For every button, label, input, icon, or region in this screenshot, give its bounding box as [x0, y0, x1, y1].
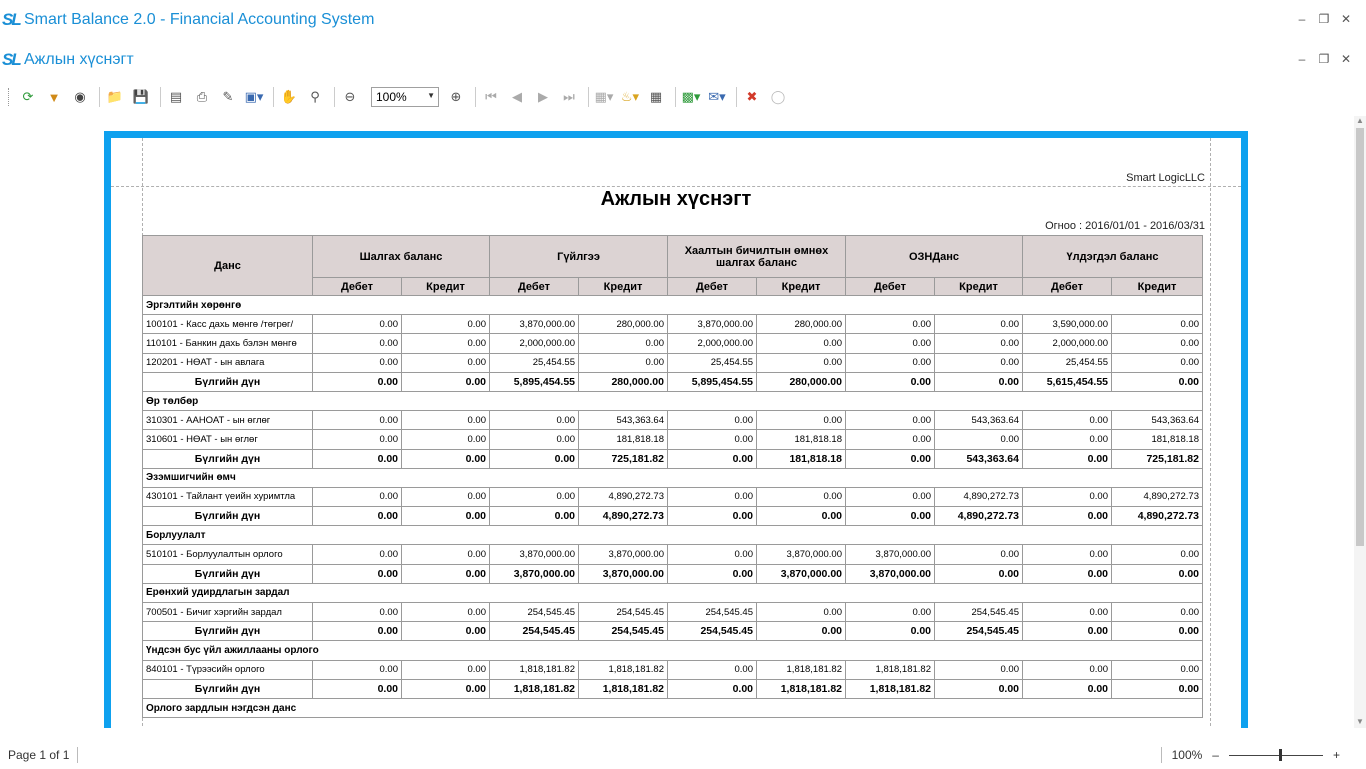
amount-cell: 0.00: [935, 430, 1023, 449]
doc-restore-icon[interactable]: ❐: [1318, 52, 1330, 66]
zoom-out-icon[interactable]: ⊖: [344, 89, 356, 104]
amount-cell: 0.00: [313, 353, 402, 372]
debit-header: Дебет: [1023, 278, 1112, 296]
amount-cell: 0.00: [313, 334, 402, 353]
total-amount-cell: 0.00: [757, 507, 846, 526]
total-amount-cell: 3,870,000.00: [846, 564, 935, 583]
total-amount-cell: 0.00: [846, 507, 935, 526]
credit-header: Кредит: [1112, 278, 1203, 296]
first-page-icon[interactable]: ⏮: [485, 89, 497, 104]
group-header: ОЗНДанс: [846, 236, 1023, 278]
credit-header: Кредит: [757, 278, 846, 296]
magnifier-icon[interactable]: ⚲: [310, 89, 320, 104]
refresh-icon[interactable]: ⟳: [22, 89, 34, 104]
total-amount-cell: 0.00: [313, 507, 402, 526]
save-icon[interactable]: 💾: [132, 89, 150, 104]
total-amount-cell: 5,895,454.55: [668, 372, 757, 391]
amount-cell: 0.00: [935, 334, 1023, 353]
amount-cell: 0.00: [846, 334, 935, 353]
previous-page-icon[interactable]: ◀: [512, 89, 522, 104]
credit-header: Кредит: [935, 278, 1023, 296]
total-amount-cell: 0.00: [402, 372, 490, 391]
export-icon[interactable]: ▩▾: [681, 89, 701, 104]
status-zoom-value: 100%: [1171, 748, 1203, 762]
group-name: Борлуулалт: [143, 526, 1203, 545]
open-folder-icon[interactable]: 📁: [106, 89, 124, 104]
group-name: Эзэмшигчийн өмч: [143, 468, 1203, 487]
amount-cell: 0.00: [402, 334, 490, 353]
total-amount-cell: 3,870,000.00: [579, 564, 668, 583]
total-amount-cell: 280,000.00: [579, 372, 668, 391]
amount-cell: 1,818,181.82: [490, 660, 579, 679]
table-row: [143, 660, 1203, 679]
report-period: Огноо : 2016/01/01 - 2016/03/31: [1045, 220, 1205, 232]
amount-cell: 0.00: [402, 411, 490, 430]
total-amount-cell: 0.00: [313, 679, 402, 698]
toolbar-separator: [273, 87, 274, 107]
amount-cell: 254,545.45: [490, 603, 579, 622]
watermark-icon[interactable]: ▦: [649, 89, 663, 104]
amount-cell: 0.00: [1112, 545, 1203, 564]
zoom-slider[interactable]: [1229, 748, 1323, 762]
amount-cell: 280,000.00: [579, 315, 668, 334]
close-icon[interactable]: ✕: [1340, 12, 1352, 26]
total-amount-cell: 4,890,272.73: [935, 507, 1023, 526]
print-icon[interactable]: ⎙: [196, 89, 208, 104]
status-separator: [1161, 747, 1162, 763]
amount-cell: 1,818,181.82: [846, 660, 935, 679]
group-header: Хаалтын бичилтын өмнөх шалгах баланс: [668, 236, 846, 278]
debit-header: Дебет: [846, 278, 935, 296]
amount-cell: 0.00: [1023, 411, 1112, 430]
group-row: [143, 698, 1203, 717]
amount-cell: 0.00: [402, 430, 490, 449]
amount-cell: 25,454.55: [668, 353, 757, 372]
amount-cell: 0.00: [757, 334, 846, 353]
amount-cell: 280,000.00: [757, 315, 846, 334]
doc-minimize-icon[interactable]: –: [1298, 52, 1306, 66]
toolbar-separator: [736, 87, 737, 107]
credit-header: Кредит: [402, 278, 490, 296]
account-cell: 510101 - Борлуулалтын орлого: [143, 545, 313, 564]
horizontal-scrollbar[interactable]: [0, 728, 1354, 740]
table-row: [143, 430, 1203, 449]
group-name: Өр төлбөр: [143, 391, 1203, 410]
scroll-down-icon[interactable]: ▼: [1356, 717, 1364, 726]
amount-cell: 25,454.55: [1023, 353, 1112, 372]
amount-cell: 3,590,000.00: [1023, 315, 1112, 334]
total-amount-cell: 0.00: [1112, 679, 1203, 698]
amount-cell: 181,818.18: [757, 430, 846, 449]
next-page-icon[interactable]: ▶: [538, 89, 548, 104]
margin-guide: [111, 186, 1241, 187]
total-amount-cell: 254,545.45: [490, 622, 579, 641]
report-page: [111, 138, 1241, 728]
total-amount-cell: 0.00: [402, 449, 490, 468]
total-amount-cell: 0.00: [1023, 564, 1112, 583]
send-email-icon[interactable]: ✉▾: [708, 89, 726, 104]
amount-cell: 254,545.45: [579, 603, 668, 622]
group-row: [143, 468, 1203, 487]
total-amount-cell: 0.00: [313, 564, 402, 583]
amount-cell: 0.00: [402, 660, 490, 679]
total-amount-cell: 0.00: [402, 622, 490, 641]
status-zoom-area: [1153, 741, 1340, 769]
toolbar-separator: [99, 87, 100, 107]
toolbar-separator: [588, 87, 589, 107]
total-amount-cell: 543,363.64: [935, 449, 1023, 468]
company-name: Smart LogicLLC: [1126, 172, 1205, 184]
amount-cell: 0.00: [846, 603, 935, 622]
total-row: [143, 507, 1203, 526]
amount-cell: 0.00: [1023, 660, 1112, 679]
report-page-frame: [104, 131, 1248, 728]
total-amount-cell: 725,181.82: [1112, 449, 1203, 468]
total-label: Бүлгийн дүн: [143, 449, 313, 468]
group-row: [143, 391, 1203, 410]
total-amount-cell: 0.00: [935, 372, 1023, 391]
total-label: Бүлгийн дүн: [143, 564, 313, 583]
amount-cell: 3,870,000.00: [490, 315, 579, 334]
report-toolbar: [0, 84, 1366, 110]
total-amount-cell: 0.00: [1112, 372, 1203, 391]
amount-cell: 0.00: [313, 603, 402, 622]
toolbar-separator: [334, 87, 335, 107]
total-amount-cell: 4,890,272.73: [1112, 507, 1203, 526]
amount-cell: 0.00: [935, 353, 1023, 372]
total-amount-cell: 3,870,000.00: [757, 564, 846, 583]
amount-cell: 0.00: [313, 411, 402, 430]
account-cell: 700501 - Бичиг хэргийн зардал: [143, 603, 313, 622]
amount-cell: 543,363.64: [579, 411, 668, 430]
amount-cell: 254,545.45: [935, 603, 1023, 622]
amount-cell: 0.00: [757, 487, 846, 506]
amount-cell: 3,870,000.00: [846, 545, 935, 564]
amount-cell: 0.00: [668, 545, 757, 564]
amount-cell: 25,454.55: [490, 353, 579, 372]
close-preview-icon[interactable]: ✖: [746, 89, 758, 104]
amount-cell: 0.00: [757, 353, 846, 372]
document-logo-icon: SL: [2, 50, 20, 69]
amount-cell: 1,818,181.82: [757, 660, 846, 679]
amount-cell: 0.00: [313, 545, 402, 564]
total-amount-cell: 0.00: [313, 622, 402, 641]
total-amount-cell: 0.00: [757, 622, 846, 641]
status-bar: [0, 740, 1366, 768]
amount-cell: 0.00: [846, 430, 935, 449]
vertical-scrollbar[interactable]: [1354, 116, 1366, 728]
table-row: [143, 411, 1203, 430]
toolbar-separator: [675, 87, 676, 107]
report-title: Ажлын хүснэгт: [600, 188, 752, 210]
total-amount-cell: 1,818,181.82: [846, 679, 935, 698]
total-amount-cell: 0.00: [1023, 449, 1112, 468]
total-amount-cell: 254,545.45: [935, 622, 1023, 641]
background-color-icon[interactable]: ♨▾: [620, 89, 640, 104]
group-header: Гүйлгээ: [490, 236, 668, 278]
amount-cell: 0.00: [402, 603, 490, 622]
report-viewport[interactable]: [0, 116, 1354, 728]
amount-cell: 0.00: [757, 603, 846, 622]
amount-cell: 254,545.45: [668, 603, 757, 622]
amount-cell: 2,000,000.00: [490, 334, 579, 353]
app-title: Smart Balance 2.0 - Financial Accounting System: [24, 11, 375, 28]
total-amount-cell: 0.00: [1023, 622, 1112, 641]
filter-icon[interactable]: ▼: [47, 89, 61, 105]
account-cell: 120201 - НӨАТ - ын авлага: [143, 353, 313, 372]
total-amount-cell: 0.00: [313, 372, 402, 391]
total-amount-cell: 3,870,000.00: [490, 564, 579, 583]
total-amount-cell: 0.00: [1023, 507, 1112, 526]
account-cell: 430101 - Тайлант үеийн хуримтла: [143, 487, 313, 506]
group-header: Шалгах баланс: [313, 236, 490, 278]
restore-icon[interactable]: ❐: [1318, 12, 1330, 26]
amount-cell: 543,363.64: [1112, 411, 1203, 430]
total-label: Бүлгийн дүн: [143, 622, 313, 641]
amount-cell: 181,818.18: [1112, 430, 1203, 449]
account-header: Данс: [143, 236, 313, 296]
account-cell: 840101 - Түрээсийн орлого: [143, 660, 313, 679]
amount-cell: 0.00: [1112, 334, 1203, 353]
amount-cell: 0.00: [1112, 353, 1203, 372]
hand-tool-icon[interactable]: ✋: [280, 89, 298, 104]
total-amount-cell: 1,818,181.82: [757, 679, 846, 698]
total-amount-cell: 1,818,181.82: [490, 679, 579, 698]
amount-cell: 0.00: [313, 660, 402, 679]
amount-cell: 1,818,181.82: [579, 660, 668, 679]
last-page-icon[interactable]: ⏭: [563, 89, 575, 104]
amount-cell: 0.00: [1112, 315, 1203, 334]
debit-header: Дебет: [313, 278, 402, 296]
total-row: [143, 622, 1203, 641]
zoom-select[interactable]: [371, 87, 439, 107]
total-amount-cell: 0.00: [1112, 622, 1203, 641]
credit-header: Кредит: [579, 278, 668, 296]
total-amount-cell: 0.00: [490, 507, 579, 526]
amount-cell: 0.00: [490, 411, 579, 430]
amount-cell: 3,870,000.00: [490, 545, 579, 564]
total-amount-cell: 4,890,272.73: [579, 507, 668, 526]
amount-cell: 0.00: [668, 430, 757, 449]
amount-cell: 0.00: [490, 487, 579, 506]
total-amount-cell: 0.00: [846, 622, 935, 641]
total-row: [143, 449, 1203, 468]
total-row: [143, 372, 1203, 391]
debit-header: Дебет: [490, 278, 579, 296]
account-cell: 310601 - НӨАТ - ын өглөг: [143, 430, 313, 449]
total-amount-cell: 0.00: [402, 507, 490, 526]
total-amount-cell: 1,818,181.82: [579, 679, 668, 698]
total-amount-cell: 0.00: [668, 564, 757, 583]
account-cell: 100101 - Касс дахь мөнгө /төгрөг/: [143, 315, 313, 334]
group-name: Орлого зардлын нэгдсэн данс: [143, 698, 1203, 717]
document-window-controls: [1296, 52, 1352, 66]
amount-cell: 0.00: [490, 430, 579, 449]
total-label: Бүлгийн дүн: [143, 507, 313, 526]
amount-cell: 0.00: [846, 353, 935, 372]
total-amount-cell: 0.00: [935, 564, 1023, 583]
group-name: Ерөнхий удирдлагын зардал: [143, 583, 1203, 602]
print-setup-icon[interactable]: ▤: [169, 89, 183, 104]
zoom-slider-knob[interactable]: [1279, 749, 1282, 761]
amount-cell: 0.00: [402, 487, 490, 506]
amount-cell: 0.00: [757, 411, 846, 430]
total-label: Бүлгийн дүн: [143, 372, 313, 391]
amount-cell: 0.00: [1023, 603, 1112, 622]
total-amount-cell: 280,000.00: [757, 372, 846, 391]
zoom-slider-track: [1229, 755, 1323, 756]
app-logo-icon: SL: [2, 10, 20, 29]
table-row: [143, 353, 1203, 372]
amount-cell: 3,870,000.00: [579, 545, 668, 564]
account-cell: 310301 - ААНОАТ - ын өглөг: [143, 411, 313, 430]
amount-cell: 4,890,272.73: [935, 487, 1023, 506]
group-row: [143, 296, 1203, 315]
total-amount-cell: 0.00: [846, 449, 935, 468]
amount-cell: 0.00: [1112, 660, 1203, 679]
amount-cell: 0.00: [935, 315, 1023, 334]
app-title-bar: [0, 0, 1366, 40]
amount-cell: 2,000,000.00: [1023, 334, 1112, 353]
table-row: [143, 315, 1203, 334]
amount-cell: 0.00: [402, 545, 490, 564]
zoom-in-small-icon[interactable]: +: [1332, 748, 1340, 762]
group-header: Үлдэгдэл баланс: [1023, 236, 1203, 278]
amount-cell: 0.00: [313, 430, 402, 449]
group-row: [143, 526, 1203, 545]
total-amount-cell: 0.00: [846, 372, 935, 391]
group-row: [143, 641, 1203, 660]
scroll-up-icon[interactable]: ▲: [1356, 116, 1364, 125]
worksheet-table: [142, 235, 1203, 718]
total-amount-cell: 0.00: [935, 679, 1023, 698]
amount-cell: 0.00: [846, 315, 935, 334]
zoom-out-small-icon[interactable]: –: [1212, 748, 1219, 762]
total-amount-cell: 181,818.18: [757, 449, 846, 468]
total-row: [143, 564, 1203, 583]
amount-cell: 0.00: [402, 315, 490, 334]
page-layout-icon[interactable]: ▣▾: [244, 89, 264, 104]
amount-cell: 4,890,272.73: [1112, 487, 1203, 506]
toolbar-grip[interactable]: [8, 88, 11, 106]
amount-cell: 0.00: [313, 487, 402, 506]
amount-cell: 0.00: [846, 487, 935, 506]
amount-cell: 0.00: [935, 545, 1023, 564]
account-cell: 110101 - Банкин дахь бэлэн мөнгө: [143, 334, 313, 353]
total-amount-cell: 0.00: [668, 449, 757, 468]
app-window-controls: [1296, 12, 1352, 26]
page-indicator: Page 1 of 1: [8, 747, 70, 762]
amount-cell: 0.00: [668, 487, 757, 506]
total-amount-cell: 5,895,454.55: [490, 372, 579, 391]
amount-cell: 3,870,000.00: [668, 315, 757, 334]
amount-cell: 0.00: [846, 411, 935, 430]
total-label: Бүлгийн дүн: [143, 679, 313, 698]
amount-cell: 181,818.18: [579, 430, 668, 449]
amount-cell: 0.00: [1023, 487, 1112, 506]
total-amount-cell: 254,545.45: [579, 622, 668, 641]
total-amount-cell: 0.00: [490, 449, 579, 468]
minimize-icon[interactable]: –: [1298, 12, 1306, 26]
total-amount-cell: 0.00: [402, 564, 490, 583]
amount-cell: 0.00: [579, 334, 668, 353]
total-amount-cell: 0.00: [1023, 679, 1112, 698]
group-name: Эргэлтийн хөрөнгө: [143, 296, 1203, 315]
debit-header: Дебет: [668, 278, 757, 296]
toolbar-separator: [475, 87, 476, 107]
doc-close-icon[interactable]: ✕: [1340, 52, 1352, 66]
total-amount-cell: 254,545.45: [668, 622, 757, 641]
amount-cell: 4,890,272.73: [579, 487, 668, 506]
quick-print-icon[interactable]: ✎: [222, 89, 234, 104]
total-amount-cell: 0.00: [668, 679, 757, 698]
table-row: [143, 487, 1203, 506]
total-amount-cell: 0.00: [1112, 564, 1203, 583]
amount-cell: 0.00: [935, 660, 1023, 679]
amount-cell: 0.00: [313, 315, 402, 334]
amount-cell: 0.00: [579, 353, 668, 372]
amount-cell: 0.00: [668, 411, 757, 430]
amount-cell: 0.00: [668, 660, 757, 679]
toolbar-separator: [160, 87, 161, 107]
total-amount-cell: 0.00: [668, 507, 757, 526]
group-row: [143, 583, 1203, 602]
amount-cell: 0.00: [1023, 430, 1112, 449]
total-amount-cell: 725,181.82: [579, 449, 668, 468]
amount-cell: 0.00: [1112, 603, 1203, 622]
total-amount-cell: 0.00: [402, 679, 490, 698]
amount-cell: 543,363.64: [935, 411, 1023, 430]
document-title: Ажлын хүснэгт: [24, 51, 134, 68]
amount-cell: 2,000,000.00: [668, 334, 757, 353]
group-name: Үндсэн бус үйл ажиллааны орлого: [143, 641, 1203, 660]
zoom-in-icon[interactable]: ⊕: [450, 89, 462, 104]
zoom-select-value: 100%: [376, 90, 407, 104]
status-separator: [77, 747, 78, 763]
total-amount-cell: 0.00: [313, 449, 402, 468]
margin-guide: [1210, 138, 1211, 728]
total-row: [143, 679, 1203, 698]
find-icon[interactable]: ◉: [74, 89, 86, 104]
amount-cell: 0.00: [1023, 545, 1112, 564]
amount-cell: 3,870,000.00: [757, 545, 846, 564]
document-title-bar: [0, 40, 1366, 80]
multiple-pages-icon[interactable]: ▦▾: [594, 89, 614, 104]
table-row: [143, 334, 1203, 353]
disabled-stop-icon: ◯: [770, 89, 786, 104]
table-row: [143, 545, 1203, 564]
total-amount-cell: 5,615,454.55: [1023, 372, 1112, 391]
table-row: [143, 603, 1203, 622]
scrollbar-thumb[interactable]: [1356, 128, 1364, 546]
chevron-down-icon: ▼: [427, 91, 435, 100]
amount-cell: 0.00: [402, 353, 490, 372]
